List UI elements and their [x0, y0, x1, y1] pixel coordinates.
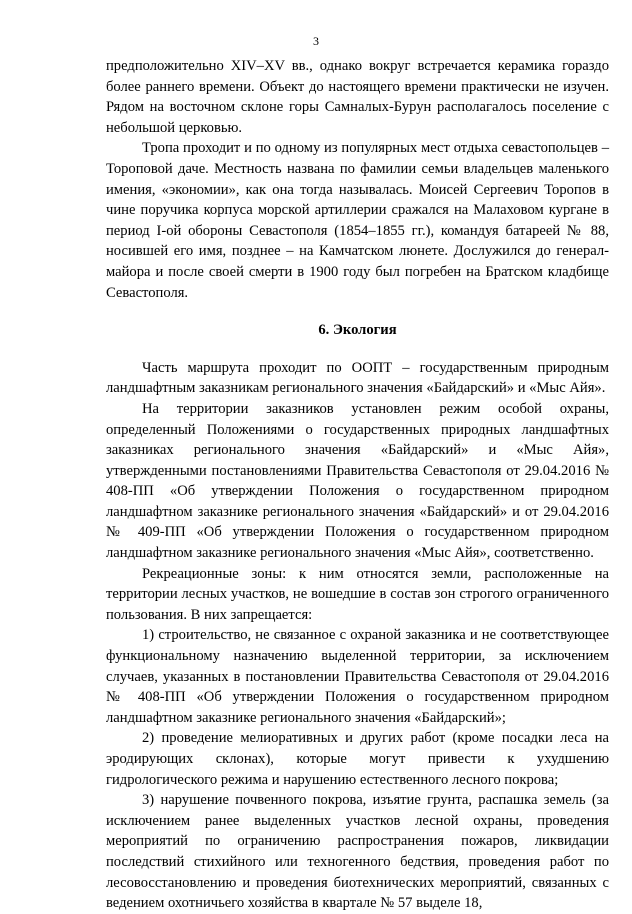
- paragraph-section-3: Рекреационные зоны: к ним относятся земли, расположенные на территории лесных участков, не вошедшие в состав зон строгого ограниченного пользования. В них запрещается:: [106, 565, 609, 623]
- list-item-2: 2) проведение мелиоративных и других работ (кроме посадки леса на эродирующих склонах), которые могут привести к ухудшению гидрологического режима и нарушению естественного лесного покрова;: [106, 730, 609, 788]
- page-body: [106, 56, 609, 914]
- list-item-3: 3) нарушение почвенного покрова, изъятие грунта, распашка земель (за исключением ранее выделенных участков лесной охраны, проведения мероприятий по ограничению распространения пожаров, ликвидации последствий стихийного или техногенного бедствия, проведения работ по лесовосстановлению и проведения биотехнических мероприятий, связанных с ведением охотничьего хозяйства в квартале № 57 выделе 18,: [106, 792, 609, 912]
- page-number: 3: [313, 34, 319, 48]
- paragraph-intro-1: предположительно XIV–XV вв., однако вокруг встречается керамика гораздо более раннего времени. Объект до настоящего времени практически не изучен. Рядом на восточном склоне горы Самналых-Бурун располагалось поселение с небольшой церковью.: [106, 58, 609, 136]
- list-item-1: 1) строительство, не связанное с охраной заказника и не соответствующее функциональному назначению выделенной территории, за исключением случаев, указанных в постановлении Правительства Севастополя от 29.04.2016 № 408-ПП «Об утверждении Положения о государственном природном ландшафтном заказнике регионального значения «Байдарский»;: [106, 627, 609, 726]
- paragraph-section-1: Часть маршрута проходит по ООПТ – государственным природным ландшафтным заказникам регионального значения «Байдарский» и «Мыс Айя».: [106, 359, 609, 397]
- paragraph-intro-2: Тропа проходит и по одному из популярных мест отдыха севастопольцев – Тороповой даче. Местность названа по фамилии семьи владельцев маленького имения, «экономии», как она тогда называлась. Моисей Сергеевич Торопов в чине поручика корпуса морской артиллерии сражался на Малаховом кургане в период I-ой обороны Севастополя (1854–1855 гг.), командуя батареей № 88, носившей его имя, позднее – на Камчатском люнете. Дослужился до генерал-майора и после своей смерти в 1900 году был погребен на Братском кладбище Севастополя.: [106, 140, 609, 301]
- paragraph-section-2: На территории заказников установлен режим особой охраны, определенный Положениями о государственных природных ландшафтных заказниках регионального значения «Байдарский» и «Мыс Айя», утвержденными постановлениями Правительства Севастополя от 29.04.2016 № 408-ПП «Об утверждении Положения о государственном природном ландшафтном заказнике регионального значения «Байдарский» и от 29.04.2016 № 409-ПП «Об утверждении Положения о государственном природном ландшафтном заказнике регионального значения «Мыс Айя», соответственно.: [106, 400, 609, 562]
- section-heading: 6. Экология: [318, 322, 397, 339]
